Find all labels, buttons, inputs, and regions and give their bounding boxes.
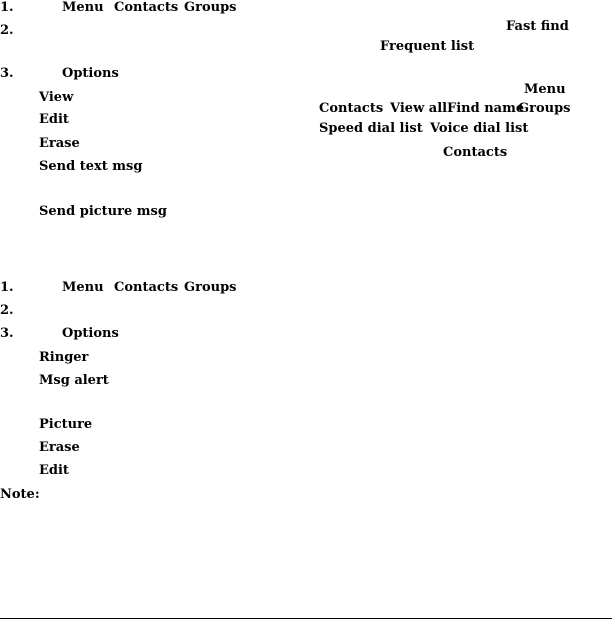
option-item-ringer: Ringer <box>39 350 89 365</box>
option-item-view: View <box>39 90 74 105</box>
option-item-picture: Picture <box>39 417 93 432</box>
fast-find-label: Fast find <box>506 19 569 34</box>
step-number: 3. <box>0 326 14 341</box>
step-number: 3. <box>0 66 14 81</box>
frequent-list-label: Frequent list <box>380 39 475 54</box>
step-number: 2. <box>0 23 14 38</box>
menu-label: Menu <box>62 0 104 15</box>
option-item-erase: Erase <box>39 136 80 151</box>
footer-rule <box>0 618 612 619</box>
note-label: Note: <box>0 487 40 502</box>
groups-label: Groups <box>184 0 237 15</box>
option-item-erase: Erase <box>39 440 80 455</box>
contacts-label: Contacts <box>319 101 384 116</box>
find-name-label: Find name <box>447 101 525 116</box>
options-label: Options <box>62 326 119 341</box>
speed-dial-list-label: Speed dial list <box>319 121 423 136</box>
groups-label: Groups <box>518 101 571 116</box>
step-number: 1. <box>0 0 14 15</box>
option-item-send-text-msg: Send text msg <box>39 159 143 174</box>
option-item-edit: Edit <box>39 463 69 478</box>
options-label: Options <box>62 66 119 81</box>
voice-dial-list-label: Voice dial list <box>430 121 529 136</box>
option-item-msg-alert: Msg alert <box>39 373 109 388</box>
contacts-label: Contacts <box>114 280 179 295</box>
option-item-edit: Edit <box>39 112 69 127</box>
menu-label: Menu <box>62 280 104 295</box>
view-all-label: View all <box>390 101 448 116</box>
groups-label: Groups <box>184 280 237 295</box>
menu-label: Menu <box>524 82 566 97</box>
step-number: 1. <box>0 280 14 295</box>
contacts-label: Contacts <box>443 145 508 160</box>
option-item-send-picture-msg: Send picture msg <box>39 204 167 219</box>
step-number: 2. <box>0 303 14 318</box>
contacts-label: Contacts <box>114 0 179 15</box>
